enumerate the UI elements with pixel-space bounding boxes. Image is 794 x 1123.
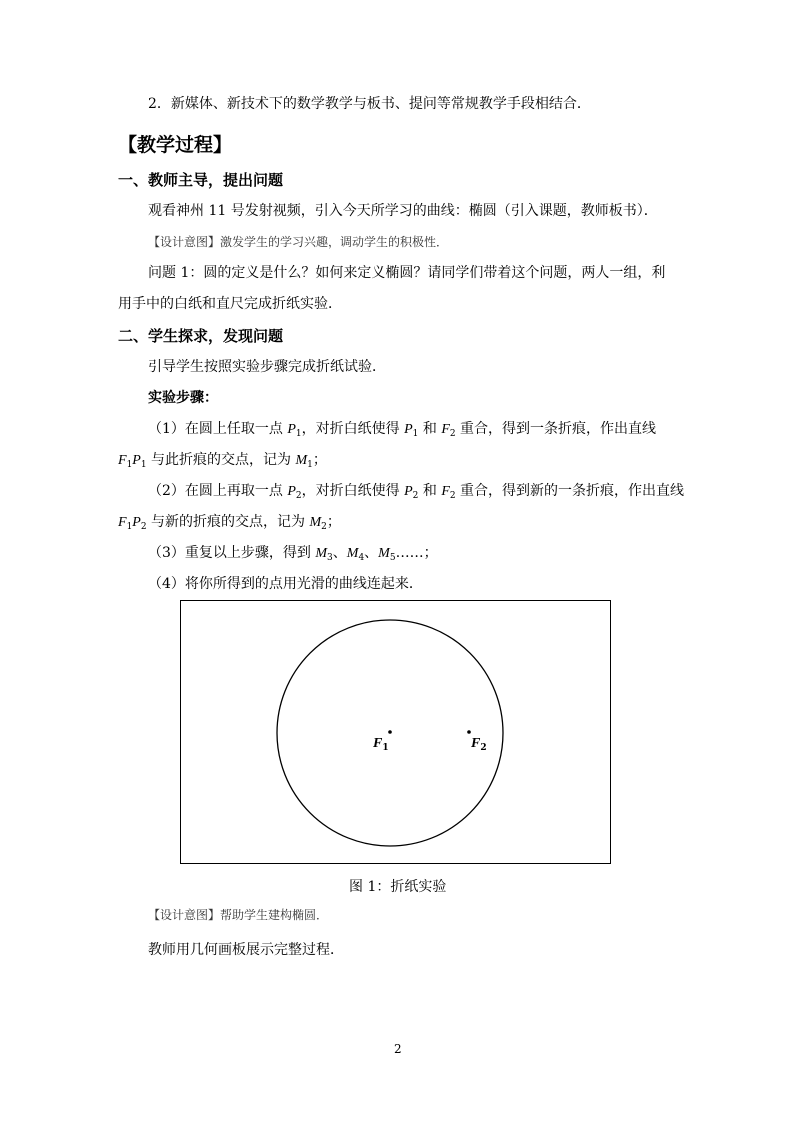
design-intent-2 (148, 905, 328, 925)
part1-paragraph: 观看神州 11 号发射视频，引入今天所学习的曲线：椭圆（引入课题，教师板书）． (148, 203, 658, 219)
focus-f2-label: $F_2$ (471, 736, 487, 753)
focus-f1-label: $F_1$ (373, 736, 389, 753)
part2-paragraph: 引导学生按照实验步骤完成折纸试验． (148, 359, 386, 375)
part1-heading: 一、教师主导，提出问题 (118, 171, 284, 189)
page-number: 2 (394, 1042, 402, 1056)
design-intent-1 (148, 232, 448, 252)
design-intent-text: 激发学生的学习兴趣，调动学生的积极性． (220, 235, 449, 249)
step-1-line-2: $F_1P_1$ 与此折痕的交点，记为 $M_1$； (118, 452, 327, 470)
focus-f1-point (388, 730, 392, 734)
figure-caption: 图 1：折纸实验 (349, 879, 447, 895)
design-intent-text-2: 帮助学生建构椭圆． (220, 908, 329, 922)
step-4: （4）将你所得到的点用光滑的曲线连起来． (148, 576, 423, 592)
circle-diagram (181, 601, 610, 863)
design-intent-label-2: 【设计意图】 (148, 908, 221, 922)
part3-paragraph: 教师用几何画板展示完整过程． (148, 942, 344, 958)
folding-experiment-figure (180, 600, 611, 864)
focus-f2-point (467, 730, 471, 734)
step-3: （3）重复以上步骤，得到 $M_3$、$M_4$、$M_5\dots\dots$； (148, 545, 438, 563)
section-title: 【教学过程】 (118, 134, 233, 156)
step-2-line-2: $F_1P_2$ 与新的折痕的交点，记为 $M_2$； (118, 514, 341, 532)
item-2-text: 2．新媒体、新技术下的数学教学与板书、提问等常规教学手段相结合． (148, 96, 591, 112)
part2-heading: 二、学生探求，发现问题 (118, 327, 284, 345)
steps-label: 实验步骤： (148, 390, 218, 406)
step-2-line-1: （2）在圆上再取一点 $P_2$，对折白纸使得 $P_2$ 和 $F_2$ 重合，得到新的一条折痕，作出直线 (148, 483, 685, 501)
question-line-2: 用手中的白纸和直尺完成折纸实验． (118, 296, 342, 312)
question-line-1: 问题 1：圆的定义是什么？如何来定义椭圆？请同学们带着这个问题，两人一组，利 (148, 265, 666, 281)
design-intent-label: 【设计意图】 (148, 235, 221, 249)
step-1-line-1: （1）在圆上任取一点 $P_1$，对折白纸使得 $P_1$ 和 $F_2$ 重合，得到一条折痕，作出直线 (148, 421, 657, 439)
